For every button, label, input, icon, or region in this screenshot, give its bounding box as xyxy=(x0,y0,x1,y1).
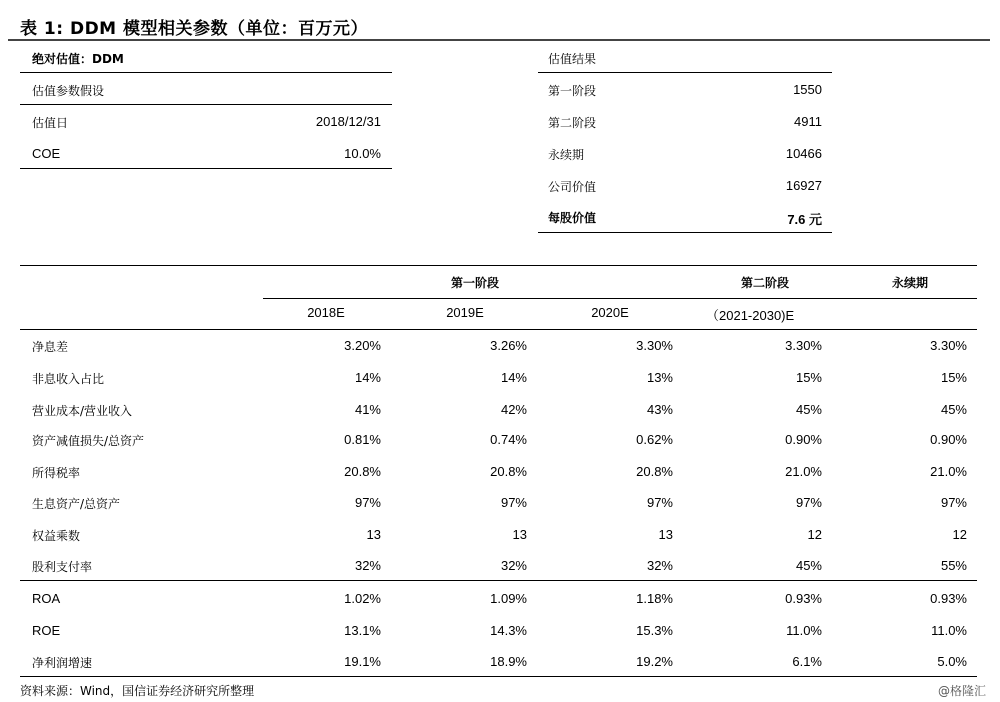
table-cell: 1.09% xyxy=(490,591,527,606)
group-header-stage1: 第一阶段 xyxy=(450,276,499,290)
left-panel-rule xyxy=(20,72,392,73)
table-cell: 41% xyxy=(354,402,381,417)
result-label: 第一阶段 xyxy=(548,84,597,98)
row-label: 非息收入占比 xyxy=(32,372,105,386)
row-label: 净利润增速 xyxy=(32,656,93,670)
table-cell: 18.9% xyxy=(490,654,527,669)
result-label: 永续期 xyxy=(548,148,585,162)
table-cell: 0.62% xyxy=(636,432,673,447)
table-top-rule xyxy=(20,265,977,266)
table-cell: 20.8% xyxy=(344,464,381,479)
table-cell: 11.0% xyxy=(931,623,967,638)
table-cell: 3.30% xyxy=(930,338,967,353)
table-cell: 45% xyxy=(795,558,822,573)
table-cell: 20.8% xyxy=(636,464,673,479)
table-cell: 0.90% xyxy=(785,432,822,447)
table-cell: 97% xyxy=(354,495,381,510)
result-label: 公司价值 xyxy=(548,180,597,194)
table-cell: 43% xyxy=(646,402,673,417)
table-cell: 0.90% xyxy=(930,432,967,447)
result-label: 每股价值 xyxy=(548,211,597,225)
table-cell: 97% xyxy=(795,495,822,510)
table-cell: 14% xyxy=(500,370,527,385)
ratio-separator-rule xyxy=(20,580,977,581)
table-cell: 32% xyxy=(500,558,527,573)
table-cell: 13.1% xyxy=(344,623,381,638)
row-label: 生息资产/总资产 xyxy=(32,497,121,511)
table-cell: 45% xyxy=(940,402,967,417)
right-panel-rule xyxy=(538,232,832,233)
result-value: 4911 xyxy=(794,114,822,129)
watermark: @格隆汇 xyxy=(938,684,987,698)
table-cell: 6.1% xyxy=(792,654,822,669)
source-note: 资料来源：Wind，国信证券经济研究所整理 xyxy=(20,684,255,698)
group-header-perpetual: 永续期 xyxy=(891,276,928,290)
table-cell: 12 xyxy=(807,527,822,542)
row-label: ROA xyxy=(32,591,61,606)
table-cell: 55% xyxy=(940,558,967,573)
table-cell: 1.02% xyxy=(344,591,381,606)
table-cell: 3.20% xyxy=(344,338,381,353)
table-cell: 0.74% xyxy=(490,432,527,447)
table-cell: 3.30% xyxy=(785,338,822,353)
table-cell: 13 xyxy=(366,527,381,542)
table-cell: 97% xyxy=(646,495,673,510)
table-title: 表 1: DDM 模型相关参数（单位：百万元） xyxy=(20,19,369,39)
title-rule xyxy=(8,39,990,41)
table-cell: 0.93% xyxy=(785,591,822,606)
table-cell: 42% xyxy=(500,402,527,417)
table-cell: 0.81% xyxy=(344,432,381,447)
table-cell: 21.0% xyxy=(930,464,967,479)
table-cell: 13% xyxy=(646,370,673,385)
left-panel-rule xyxy=(20,104,392,105)
table-cell: 3.26% xyxy=(490,338,527,353)
row-label: 净息差 xyxy=(32,340,69,354)
table-bottom-rule xyxy=(20,676,977,677)
param-label: 估值日 xyxy=(32,116,69,130)
table-cell: 15% xyxy=(795,370,822,385)
group-header-rule xyxy=(263,298,977,299)
table-cell: 19.2% xyxy=(636,654,673,669)
row-label: 股利支付率 xyxy=(32,560,93,574)
table-cell: 20.8% xyxy=(490,464,527,479)
year-header: （2021-2030)E xyxy=(706,308,795,323)
row-label: 所得税率 xyxy=(32,466,81,480)
table-cell: 1.18% xyxy=(636,591,673,606)
table-cell: 32% xyxy=(354,558,381,573)
row-label: ROE xyxy=(32,623,61,638)
left-panel-rule xyxy=(20,168,392,169)
result-label: 第二阶段 xyxy=(548,116,597,130)
row-label: 权益乘数 xyxy=(32,529,81,543)
group-header-stage2: 第二阶段 xyxy=(740,276,789,290)
table-cell: 14.3% xyxy=(490,623,527,638)
result-value: 16927 xyxy=(785,178,822,193)
table-cell: 32% xyxy=(646,558,673,573)
header-bottom-rule xyxy=(20,329,977,330)
table-cell: 12 xyxy=(952,527,967,542)
table-cell: 19.1% xyxy=(344,654,381,669)
param-label: COE xyxy=(32,146,61,161)
year-header: 2019E xyxy=(446,305,484,320)
table-cell: 14% xyxy=(354,370,381,385)
result-value: 7.6 元 xyxy=(787,212,822,227)
param-value: 2018/12/31 xyxy=(315,114,381,129)
table-cell: 97% xyxy=(500,495,527,510)
left-panel-subheading: 估值参数假设 xyxy=(32,84,105,98)
result-value: 1550 xyxy=(793,82,822,97)
table-cell: 5.0% xyxy=(937,654,967,669)
left-panel-heading: 绝对估值：DDM xyxy=(32,52,124,66)
table-cell: 13 xyxy=(658,527,673,542)
row-label: 资产减值损失/总资产 xyxy=(32,434,145,448)
table-cell: 21.0% xyxy=(785,464,822,479)
row-label: 营业成本/营业收入 xyxy=(32,404,133,418)
table-cell: 15.3% xyxy=(636,623,673,638)
table-cell: 15% xyxy=(940,370,967,385)
param-value: 10.0% xyxy=(344,146,381,161)
right-panel-rule xyxy=(538,72,832,73)
year-header: 2018E xyxy=(307,305,345,320)
table-cell: 3.30% xyxy=(636,338,673,353)
table-cell: 97% xyxy=(940,495,967,510)
table-cell: 13 xyxy=(512,527,527,542)
table-cell: 45% xyxy=(795,402,822,417)
table-cell: 11.0% xyxy=(786,623,822,638)
result-value: 10466 xyxy=(785,146,822,161)
table-cell: 0.93% xyxy=(930,591,967,606)
right-panel-heading: 估值结果 xyxy=(548,52,597,66)
year-header: 2020E xyxy=(591,305,629,320)
